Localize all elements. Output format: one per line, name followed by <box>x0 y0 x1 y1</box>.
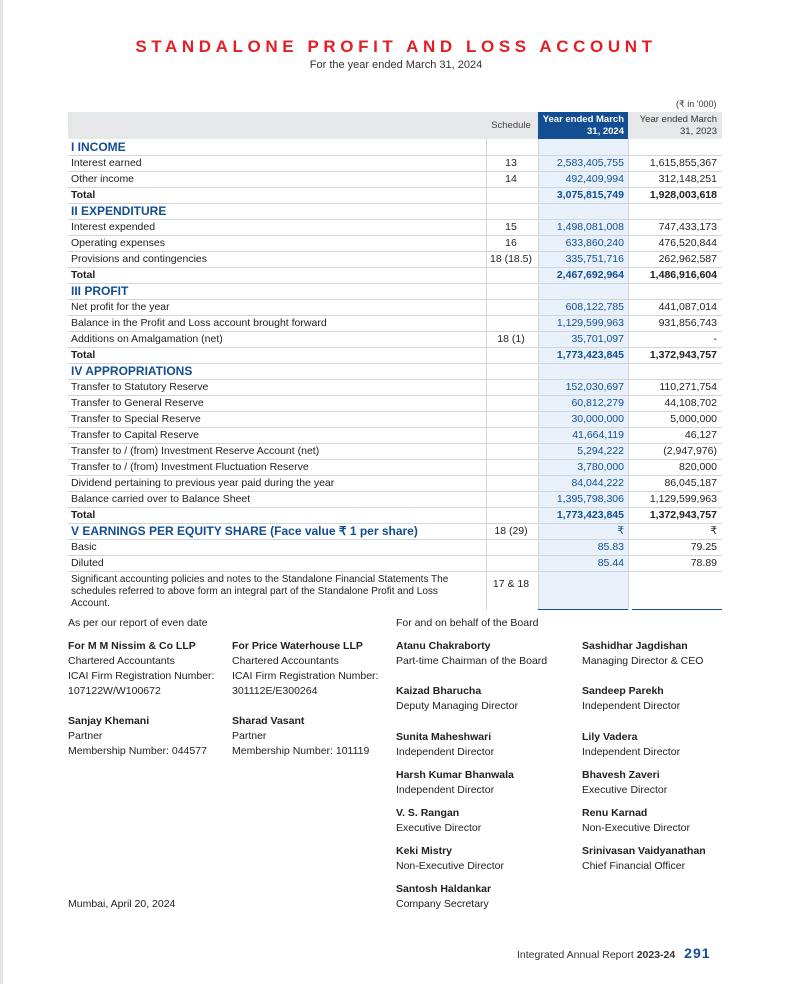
director-name: Renu Karnad <box>582 807 648 819</box>
table-row <box>68 475 722 492</box>
row-previous-year: (2,947,976) <box>663 445 717 457</box>
table-row <box>68 235 722 252</box>
row-current-year: 1,395,798,306 <box>556 493 624 505</box>
row-previous-year: 86,045,187 <box>664 477 717 489</box>
row-label: Interest expended <box>71 221 156 233</box>
row-previous-year: 110,271,754 <box>659 381 717 393</box>
row-current-year: 85.83 <box>597 541 624 553</box>
table-row <box>68 171 722 188</box>
row-label: Total <box>71 509 96 521</box>
row-label: Transfer to Capital Reserve <box>71 429 199 441</box>
table-row <box>68 251 722 268</box>
director-name: V. S. Rangan <box>396 807 460 819</box>
partner-block <box>68 714 207 759</box>
place-date: Mumbai, April 20, 2024 <box>68 898 176 910</box>
row-schedule: 14 <box>505 173 517 185</box>
director-signature <box>396 844 504 874</box>
table-row <box>68 555 722 572</box>
footer-report-name: Integrated Annual Report <box>517 949 634 961</box>
row-schedule: 18 (29) <box>494 525 528 537</box>
auditor-firm: For Price Waterhouse LLP <box>232 640 363 652</box>
row-previous-year: ₹ <box>710 525 717 537</box>
table-row <box>68 315 722 332</box>
row-label: Total <box>71 189 96 201</box>
row-previous-year: 46,127 <box>684 429 717 441</box>
row-label: Transfer to / (from) Investment Fluctuation Reserve <box>71 461 309 473</box>
row-schedule: 16 <box>505 237 517 249</box>
row-label: IV APPROPRIATIONS <box>71 364 193 378</box>
row-label: Transfer to Statutory Reserve <box>71 381 209 393</box>
table-row <box>68 155 722 172</box>
row-current-year: 2,467,692,964 <box>556 269 624 281</box>
row-current-year: 5,294,222 <box>577 445 624 457</box>
table-row <box>68 299 722 316</box>
row-current-year: 85.44 <box>597 557 624 569</box>
auditor-reg-number: 107122W/W100672 <box>68 685 161 697</box>
row-current-year: 1,773,423,845 <box>556 349 624 361</box>
director-title: Company Secretary <box>396 898 489 910</box>
director-title: Executive Director <box>396 822 482 834</box>
row-current-year: 35,701,097 <box>571 333 624 345</box>
row-schedule: 15 <box>505 221 517 233</box>
row-label: Transfer to Special Reserve <box>71 413 201 425</box>
page-title: STANDALONE PROFIT AND LOSS ACCOUNT <box>135 37 657 56</box>
row-current-year: 633,860,240 <box>565 237 624 249</box>
notes-text: Significant accounting policies and notes to the Standalone Financial Statements The schedules referred to above form an integral part of the Standalone Profit and Loss Account. <box>71 574 449 609</box>
director-title: Independent Director <box>396 746 495 758</box>
table-row <box>68 331 722 348</box>
row-previous-year: 931,856,743 <box>658 317 717 329</box>
row-current-year: 84,044,222 <box>571 477 624 489</box>
table-row <box>68 219 722 236</box>
row-label: Total <box>71 349 96 361</box>
row-previous-year: 1,928,003,618 <box>649 189 717 201</box>
director-title: Independent Director <box>582 700 681 712</box>
table-row <box>68 459 722 476</box>
row-label: V EARNINGS PER EQUITY SHARE (Face value ₹ 1 per share) <box>71 524 418 538</box>
row-current-year: 41,664,119 <box>572 429 624 441</box>
director-name: Harsh Kumar Bhanwala <box>396 769 514 781</box>
director-signature <box>582 768 667 798</box>
row-current-year: 1,498,081,008 <box>556 221 624 233</box>
director-signature <box>396 768 514 798</box>
director-signature <box>396 806 481 836</box>
row-label: Diluted <box>71 557 104 569</box>
header-current-year: Year ended March 31, 2024 <box>542 114 624 137</box>
partner-role: Partner <box>232 730 267 742</box>
report-reference: As per our report of even date <box>68 617 208 629</box>
auditor-type: Chartered Accountants <box>68 655 175 667</box>
director-title: Independent Director <box>582 746 681 758</box>
row-schedule: 13 <box>505 157 517 169</box>
header-previous-year: Year ended March 31, 2023 <box>639 114 717 137</box>
total-row <box>68 267 722 284</box>
director-signature <box>582 639 703 669</box>
page-footer <box>517 945 711 961</box>
row-label: Interest earned <box>71 157 142 169</box>
board-reference: For and on behalf of the Board <box>396 617 539 629</box>
director-signature <box>582 806 690 836</box>
table-row <box>68 427 722 444</box>
table-row <box>68 443 722 460</box>
row-previous-year: - <box>713 333 717 345</box>
row-label: Transfer to / (from) Investment Reserve Account (net) <box>71 445 320 457</box>
unit-note: (₹ in '000) <box>676 99 717 109</box>
row-label: Additions on Amalgamation (net) <box>71 333 223 345</box>
row-current-year: 30,000,000 <box>571 413 624 425</box>
row-previous-year: 1,615,855,367 <box>649 157 717 169</box>
row-label: Provisions and contingencies <box>71 253 207 265</box>
table-row <box>68 539 722 556</box>
section-header-row <box>68 523 722 540</box>
row-current-year: 3,780,000 <box>577 461 624 473</box>
partner-block <box>232 714 369 759</box>
auditor-reg-label: ICAI Firm Registration Number: <box>68 670 215 682</box>
director-title: Non-Executive Director <box>396 860 504 872</box>
row-previous-year: 5,000,000 <box>670 413 717 425</box>
director-signature <box>582 684 680 714</box>
director-title: Non-Executive Director <box>582 822 690 834</box>
row-current-year: 152,030,697 <box>565 381 624 393</box>
row-label: II EXPENDITURE <box>71 204 167 218</box>
current-year-bottom-rule <box>538 609 628 610</box>
auditor-reg-label: ICAI Firm Registration Number: <box>232 670 379 682</box>
director-name: Srinivasan Vaidyanathan <box>582 845 706 857</box>
row-previous-year: 1,486,916,604 <box>649 269 717 281</box>
page-number: 291 <box>684 945 711 961</box>
row-label: Balance carried over to Balance Sheet <box>71 493 251 505</box>
partner-role: Partner <box>68 730 103 742</box>
director-name: Bhavesh Zaveri <box>582 769 660 781</box>
row-label: III PROFIT <box>71 284 129 298</box>
row-label: Total <box>71 269 96 281</box>
row-current-year: 608,122,785 <box>565 301 624 313</box>
row-label: Other income <box>71 173 135 185</box>
row-label: Dividend pertaining to previous year paid during the year <box>71 477 335 489</box>
director-name: Sandeep Parekh <box>582 685 664 697</box>
row-schedule: 18 (18.5) <box>489 253 533 265</box>
director-name: Kaizad Bharucha <box>396 685 482 697</box>
column-divider <box>628 139 629 610</box>
partner-name: Sanjay Khemani <box>68 715 150 727</box>
director-signature <box>396 882 491 912</box>
row-previous-year: 312,148,251 <box>658 173 717 185</box>
partner-membership: Membership Number: 101119 <box>232 745 370 757</box>
section-header-row <box>68 363 722 380</box>
partner-membership: Membership Number: 044577 <box>68 745 207 757</box>
page-edge <box>0 0 3 984</box>
auditor-firm: For M M Nissim & Co LLP <box>68 640 196 652</box>
row-previous-year: 441,087,014 <box>658 301 717 313</box>
director-name: Sunita Maheshwari <box>396 731 492 743</box>
row-label: Balance in the Profit and Loss account brought forward <box>71 317 327 329</box>
row-current-year: 335,751,716 <box>565 253 624 265</box>
row-previous-year: 1,372,943,757 <box>649 349 717 361</box>
partner-name: Sharad Vasant <box>232 715 305 727</box>
director-title: Chief Financial Officer <box>582 860 686 872</box>
auditor-block <box>232 639 378 699</box>
row-label: Operating expenses <box>71 237 165 249</box>
row-current-year: 3,075,815,749 <box>556 189 624 201</box>
director-title: Part-time Chairman of the Board <box>396 655 548 667</box>
table-row <box>68 379 722 396</box>
row-label: Transfer to General Reserve <box>71 397 204 409</box>
director-signature <box>582 730 680 760</box>
row-previous-year: 820,000 <box>679 461 717 473</box>
table-row <box>68 411 722 428</box>
director-signature <box>396 684 518 714</box>
notes-schedule: 17 & 18 <box>492 578 530 590</box>
auditor-reg-number: 301112E/E300264 <box>232 685 318 697</box>
total-row <box>68 507 722 524</box>
total-row <box>68 187 722 204</box>
row-label: I INCOME <box>71 140 126 154</box>
total-row <box>68 347 722 364</box>
row-current-year: 60,812,279 <box>571 397 624 409</box>
row-schedule: 18 (1) <box>497 333 525 345</box>
row-previous-year: 79.25 <box>690 541 717 553</box>
director-title: Executive Director <box>582 784 668 796</box>
row-label: Basic <box>71 541 97 553</box>
row-current-year: 2,583,405,755 <box>556 157 624 169</box>
row-previous-year: 476,520,844 <box>658 237 717 249</box>
footer-year: 2023-24 <box>636 949 676 961</box>
row-previous-year: 44,108,702 <box>664 397 717 409</box>
row-current-year: 492,409,994 <box>565 173 624 185</box>
table-row <box>68 395 722 412</box>
row-label: Net profit for the year <box>71 301 170 313</box>
row-current-year: 1,129,599,963 <box>556 317 624 329</box>
auditor-type: Chartered Accountants <box>232 655 339 667</box>
director-name: Lily Vadera <box>582 731 638 743</box>
header-schedule: Schedule <box>491 120 531 131</box>
director-title: Managing Director & CEO <box>582 655 704 667</box>
director-title: Deputy Managing Director <box>396 700 518 712</box>
row-previous-year: 1,372,943,757 <box>649 509 717 521</box>
row-current-year: 1,773,423,845 <box>556 509 624 521</box>
previous-year-bottom-rule <box>632 609 722 610</box>
column-divider <box>486 139 487 610</box>
section-header-row <box>68 203 722 220</box>
table-row <box>68 491 722 508</box>
director-signature <box>396 639 547 669</box>
director-title: Independent Director <box>396 784 495 796</box>
section-header-row <box>68 139 722 156</box>
column-divider <box>538 139 539 610</box>
director-name: Keki Mistry <box>396 845 453 857</box>
director-name: Santosh Haldankar <box>396 883 492 895</box>
row-current-year: ₹ <box>617 525 624 537</box>
page-subtitle: For the year ended March 31, 2024 <box>309 59 483 71</box>
director-name: Atanu Chakraborty <box>396 640 491 652</box>
director-signature <box>396 730 494 760</box>
director-name: Sashidhar Jagdishan <box>582 640 688 652</box>
row-previous-year: 1,129,599,963 <box>649 493 717 505</box>
row-previous-year: 78.89 <box>690 557 717 569</box>
row-previous-year: 262,962,587 <box>658 253 717 265</box>
section-header-row <box>68 283 722 300</box>
auditor-block <box>68 639 214 699</box>
director-signature <box>582 844 706 874</box>
row-previous-year: 747,433,173 <box>658 221 717 233</box>
notes-row <box>68 573 722 610</box>
